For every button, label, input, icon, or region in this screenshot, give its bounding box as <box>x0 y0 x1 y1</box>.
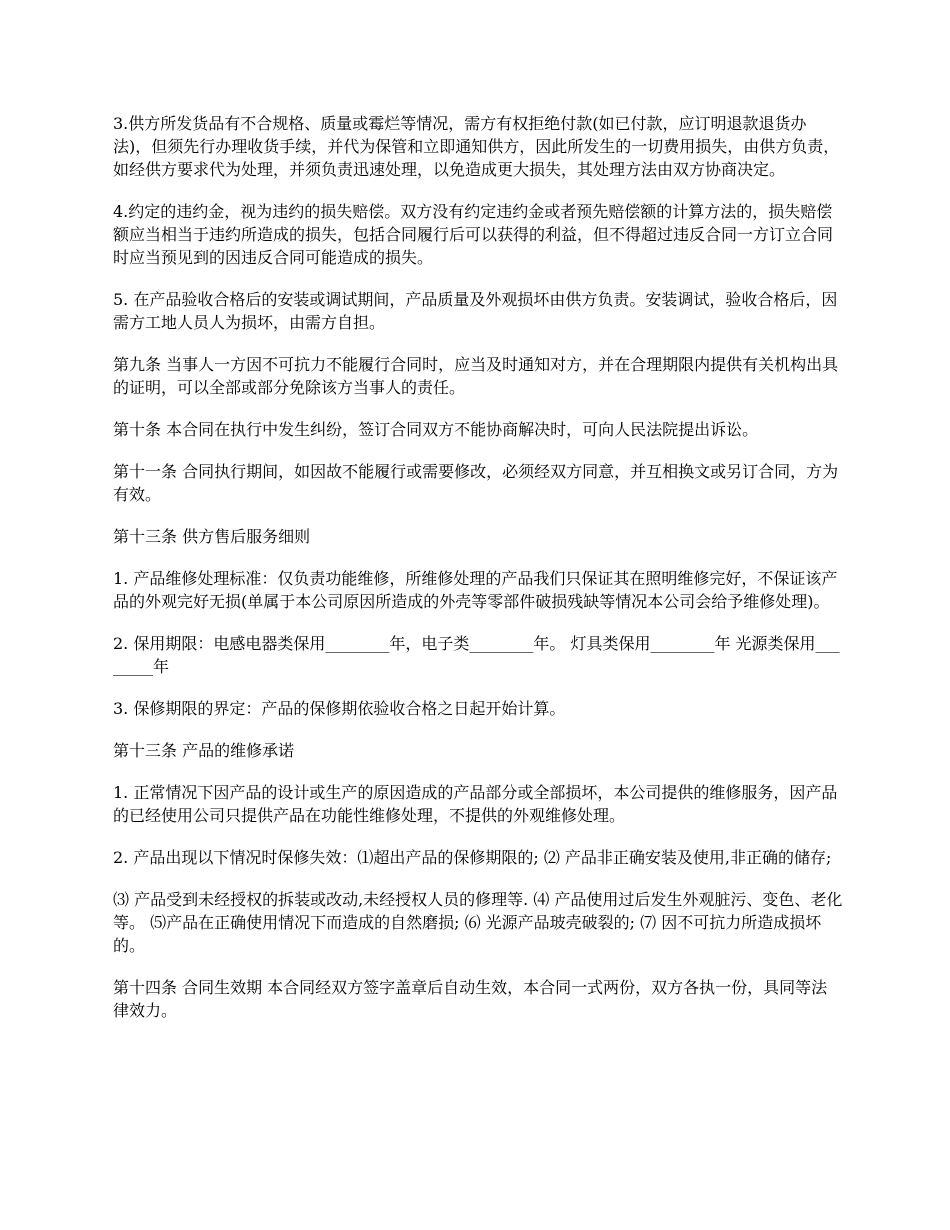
repair-item-2-warranty-void-continued: ⑶ 产品受到未经授权的拆装或改动,未经授权人员的修理等. ⑷ 产品使用过后发生外观脏污、变色、老化等。 ⑸产品在正确使用情况下而造成的自然磨损; ⑹ 光源产品玻壳破裂的; ⑺ 因不可抗力所造成损坏的。 <box>113 890 843 955</box>
article-13-heading-repair-commitment: 第十三条 产品的维修承诺 <box>113 741 295 760</box>
article-14-effective-date: 第十四条 合同生效期 本合同经双方签字盖章后自动生效，本合同一式两份，双方各执一份，具同等法律效力。 <box>113 978 828 1020</box>
article-13-heading-after-sales: 第十三条 供方售后服务细则 <box>113 527 311 546</box>
clause-3-defective-goods: 3.供方所发货品有不合规格、质量或霉烂等情况，需方有权拒绝付款(如已付款，应订明退款退货办法)，但须先行办理收货手续，并代为保管和立即通知供方，因此所发生的一切费用损失，由供方负责，如经供方要求代为处理，并须负责迅速处理，以免造成更大损失，其处理方法由双方协商决定。 <box>113 114 840 179</box>
after-sales-item-3-warranty-start: 3. 保修期限的界定：产品的保修期依验收合格之日起开始计算。 <box>113 699 566 718</box>
after-sales-item-2-warranty-period: 2. 保用期限：电感电器类保用________年，电子类________年。 灯具类保用________年 光源类保用________年 <box>113 634 840 676</box>
clause-4-liquidated-damages: 4.约定的违约金，视为违约的损失赔偿。双方没有约定违约金或者预先赔偿额的计算方法的，损失赔偿额应当相当于违约所造成的损失，包括合同履行后可以获得的利益，但不得超过违反合同一方订立合同时应当预见到的因违反合同可能造成的损失。 <box>113 202 834 267</box>
after-sales-item-1-repair-standard: 1. 产品维修处理标准：仅负责功能维修，所维修处理的产品我们只保证其在照明维修完好，不保证该产品的外观完好无损(单属于本公司原因所造成的外壳等零部件破损残缺等情况本公司会给予维修处理)。 <box>113 569 838 611</box>
document-body <box>113 112 843 1041</box>
repair-item-2-warranty-void: 2. 产品出现以下情况时保修失效：⑴超出产品的保修期限的; ⑵ 产品非正确安装及使用,非正确的储存; <box>113 848 832 867</box>
article-11-modification: 第十一条 合同执行期间，如因故不能履行或需要修改，必须经双方同意，并互相换文或另订合同，方为有效。 <box>113 462 839 504</box>
clause-5-installation-period: 5. 在产品验收合格后的安装或调试期间，产品质量及外观损坏由供方负责。安装调试，验收合格后，因需方工地人员人为损坏，由需方自担。 <box>113 290 838 332</box>
article-10-disputes: 第十条 本合同在执行中发生纠纷，签订合同双方不能协商解决时，可向人民法院提出诉讼。 <box>113 420 759 439</box>
article-9-force-majeure: 第九条 当事人一方因不可抗力不能履行合同时，应当及时通知对方，并在合理期限内提供有关机构出具的证明，可以全部或部分免除该方当事人的责任。 <box>113 355 839 397</box>
repair-item-1-normal-conditions: 1. 正常情况下因产品的设计或生产的原因造成的产品部分或全部损坏，本公司提供的维修服务，因产品的已经使用公司只提供产品在功能性维修处理，不提供的外观维修处理。 <box>113 783 838 825</box>
